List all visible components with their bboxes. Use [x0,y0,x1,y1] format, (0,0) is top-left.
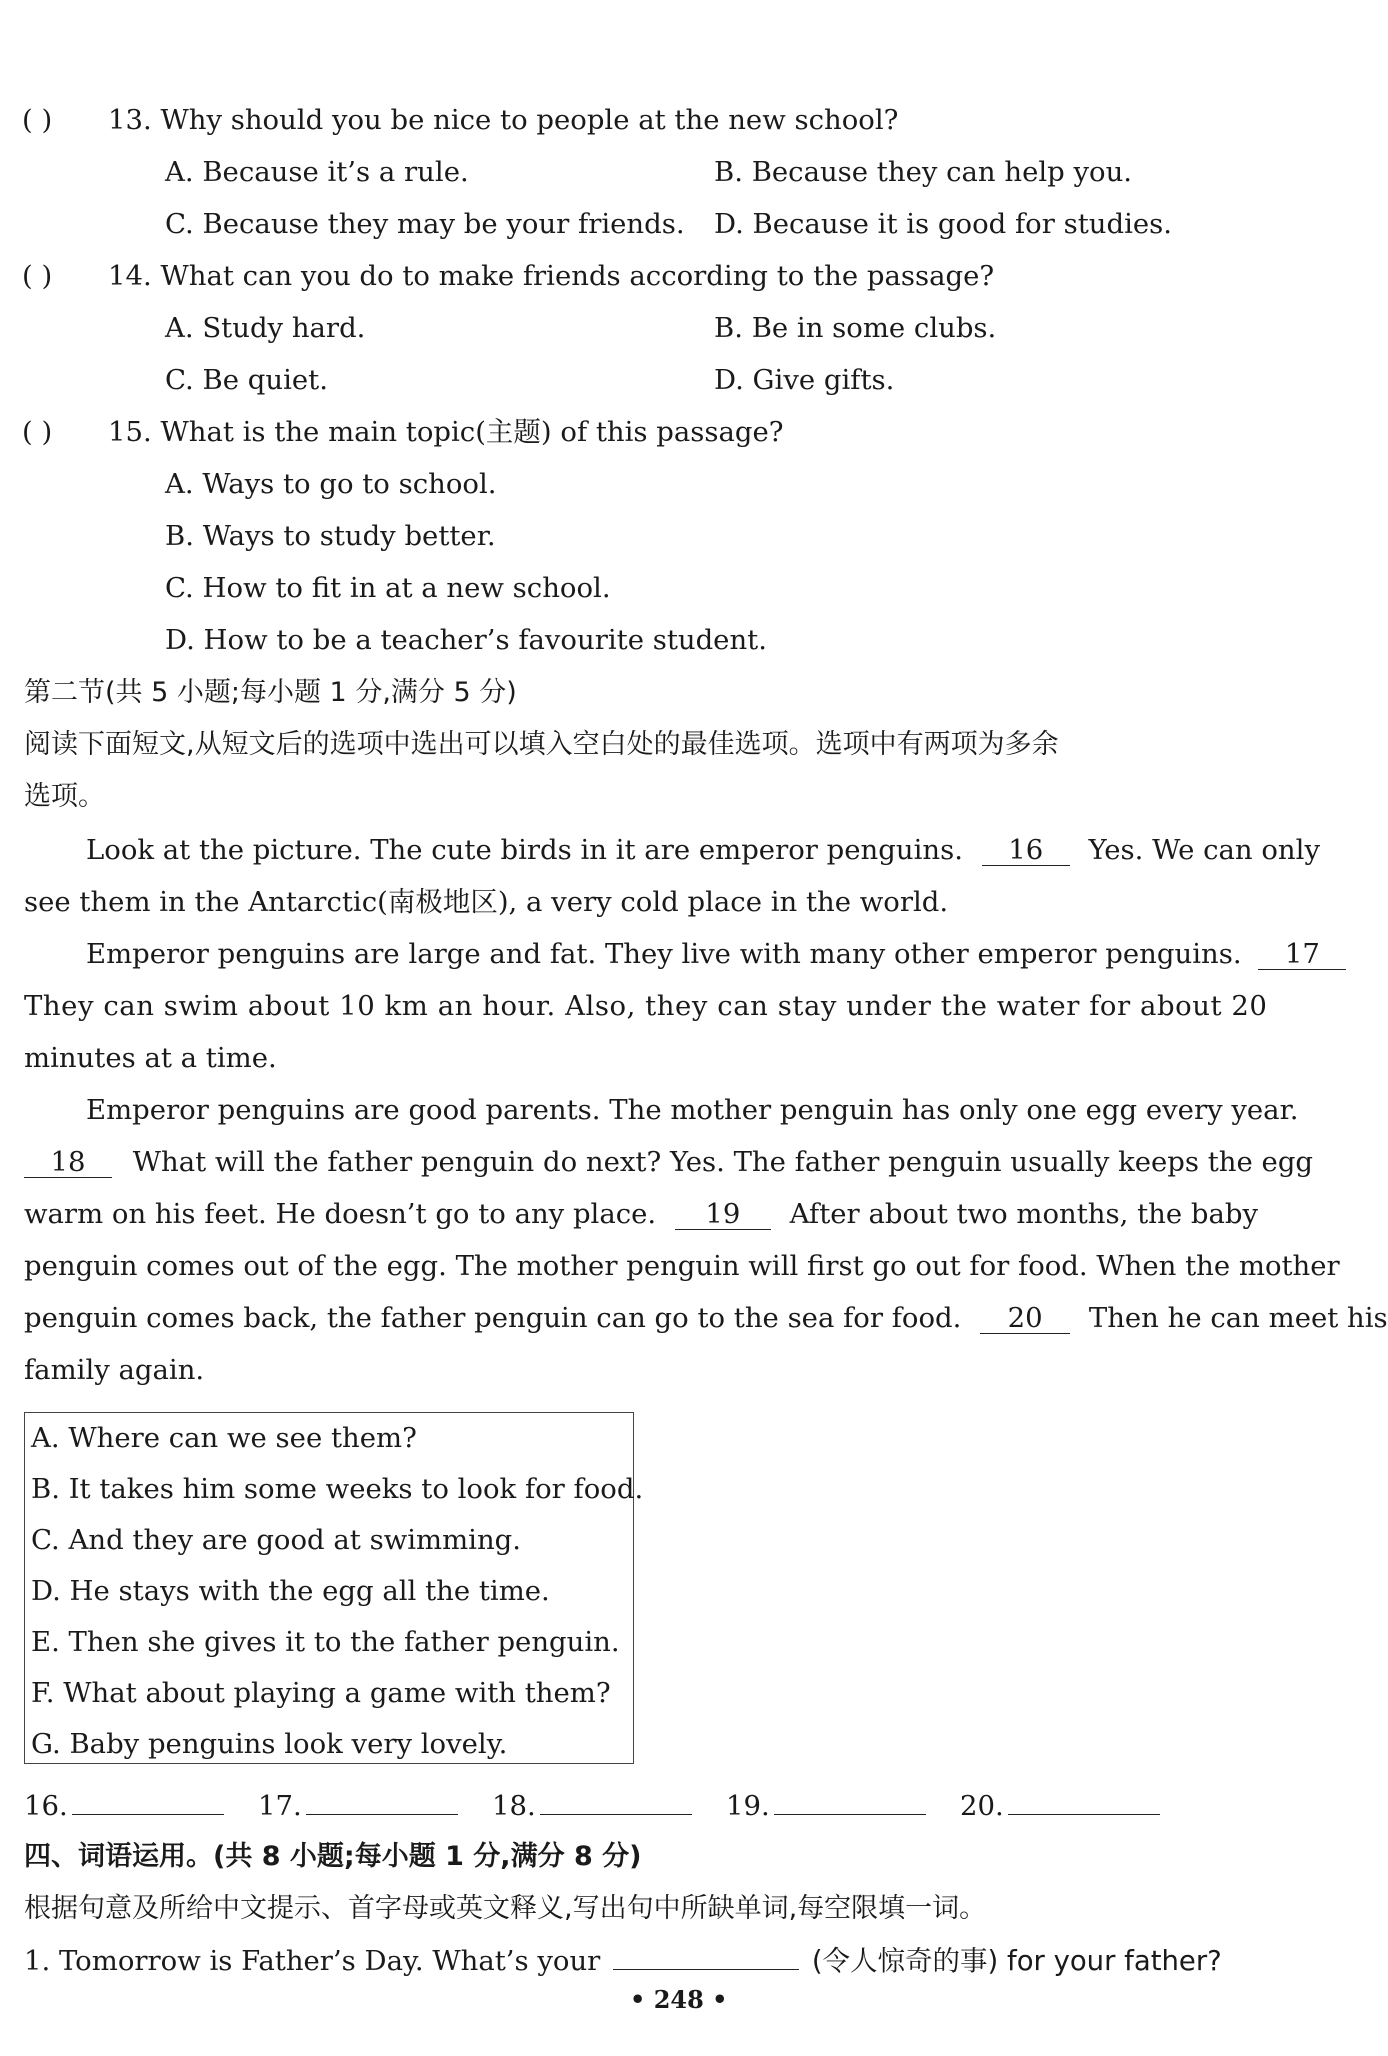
choice-c: C. And they are good at swimming. [31,1524,522,1556]
question-hint: (令人惊奇的事) for your father? [811,1945,1222,1977]
answer-number: 19. [726,1790,770,1822]
section-instruction: 根据句意及所给中文提示、首字母或英文释义,写出句中所缺单词,每空限填一词。 [24,1893,987,1924]
question-1 [24,1944,1222,1978]
answer-number: 16. [24,1790,68,1822]
question-stem: 14. What can you do to make friends according to the passage? [108,260,995,292]
answer-paren[interactable]: ( ) [22,260,53,292]
choice-d: D. He stays with the egg all the time. [31,1575,550,1607]
answer-20 [960,1788,1160,1823]
choice-b: B. It takes him some weeks to look for food. [31,1473,644,1505]
answer-blank[interactable] [613,1969,799,1970]
page-number: • 248 • [630,1985,728,2014]
option-b-text: B. Ways to study better. [165,520,496,552]
passage-text: penguin comes back, the father penguin can go to the sea for food. [24,1302,962,1334]
section-instruction-cont: 选项。 [24,781,105,812]
passage-line: see them in the Antarctic(南极地区), a very cold place in the world. [24,886,949,918]
choice-g: G. Baby penguins look very lovely. [31,1728,508,1760]
passage-line: minutes at a time. [24,1042,277,1074]
section-heading: 第二节(共 5 小题;每小题 1 分,满分 5 分) [24,677,517,708]
answer-18 [492,1788,692,1823]
option-c: C. Because they may be your friends. [165,208,685,240]
passage-line: penguin comes out of the egg. The mother penguin will first go out for food. When the mother [24,1250,1340,1282]
passage-text: After about two months, the baby [789,1198,1259,1230]
option-b: B. Be in some clubs. [714,312,997,344]
option-a: A. Because it’s a rule. [165,156,469,188]
passage-line: family again. [24,1354,205,1386]
option-c: C. Be quiet. [165,364,328,396]
blank-20[interactable]: 20 [980,1303,1070,1334]
answer-number: 17. [258,1790,302,1822]
section-instruction: 阅读下面短文,从短文后的选项中选出可以填入空白处的最佳选项。选项中有两项为多余 [24,729,1059,760]
answer-blank-20[interactable] [1008,1788,1160,1815]
passage-line [24,1197,1258,1231]
answer-blank-19[interactable] [774,1788,926,1815]
passage-line [86,937,1346,971]
choice-a: A. Where can we see them? [31,1422,417,1454]
passage-text: Yes. We can only [1088,834,1320,866]
passage-line: They can swim about 10 km an hour. Also, they can stay under the water for about 20 [24,990,1268,1022]
answer-19 [726,1788,926,1823]
passage-line: Emperor penguins are good parents. The mother penguin has only one egg every year. [86,1094,1299,1126]
choice-e: E. Then she gives it to the father penguin. [31,1626,620,1658]
blank-16[interactable]: 16 [982,835,1070,866]
passage-text: Then he can meet his [1088,1302,1388,1334]
answer-paren[interactable]: ( ) [22,104,53,136]
section-heading: 四、词语运用。(共 8 小题;每小题 1 分,满分 8 分) [24,1841,642,1872]
option-a-text: A. Ways to go to school. [165,468,497,500]
option-d-text: D. How to be a teacher’s favourite student. [165,624,767,656]
passage-text: Emperor penguins are large and fat. They live with many other emperor penguins. [86,938,1242,970]
passage-text: What will the father penguin do next? Yes. The father penguin usually keeps the egg [132,1146,1314,1178]
answer-number: 18. [492,1790,536,1822]
blank-18[interactable]: 18 [24,1147,112,1178]
option-a: A. Study hard. [165,312,366,344]
answer-paren[interactable]: ( ) [22,416,53,448]
option-d: D. Give gifts. [714,364,895,396]
question-stem: 13. Why should you be nice to people at the new school? [108,104,899,136]
answer-number: 20. [960,1790,1004,1822]
option-d: D. Because it is good for studies. [714,208,1172,240]
question-stem: 15. What is the main topic(主题) of this passage? [108,416,784,448]
choice-f: F. What about playing a game with them? [31,1677,611,1709]
blank-19[interactable]: 19 [675,1199,771,1230]
passage-line [24,1301,1388,1335]
option-b: B. Because they can help you. [714,156,1133,188]
option-c-text: C. How to fit in at a new school. [165,572,611,604]
passage-line [24,1145,1313,1179]
answer-17 [258,1788,458,1823]
answer-blank-16[interactable] [72,1788,224,1815]
passage-text: Look at the picture. The cute birds in it are emperor penguins. [86,834,963,866]
answer-blank-17[interactable] [306,1788,458,1815]
answer-16 [24,1788,224,1823]
choices-box [24,1412,644,1764]
blank-17[interactable]: 17 [1258,939,1346,970]
answer-blank-18[interactable] [540,1788,692,1815]
passage-line [86,833,1320,867]
passage-text: warm on his feet. He doesn’t go to any place. [24,1198,657,1230]
question-text: 1. Tomorrow is Father’s Day. What’s your [24,1945,601,1977]
